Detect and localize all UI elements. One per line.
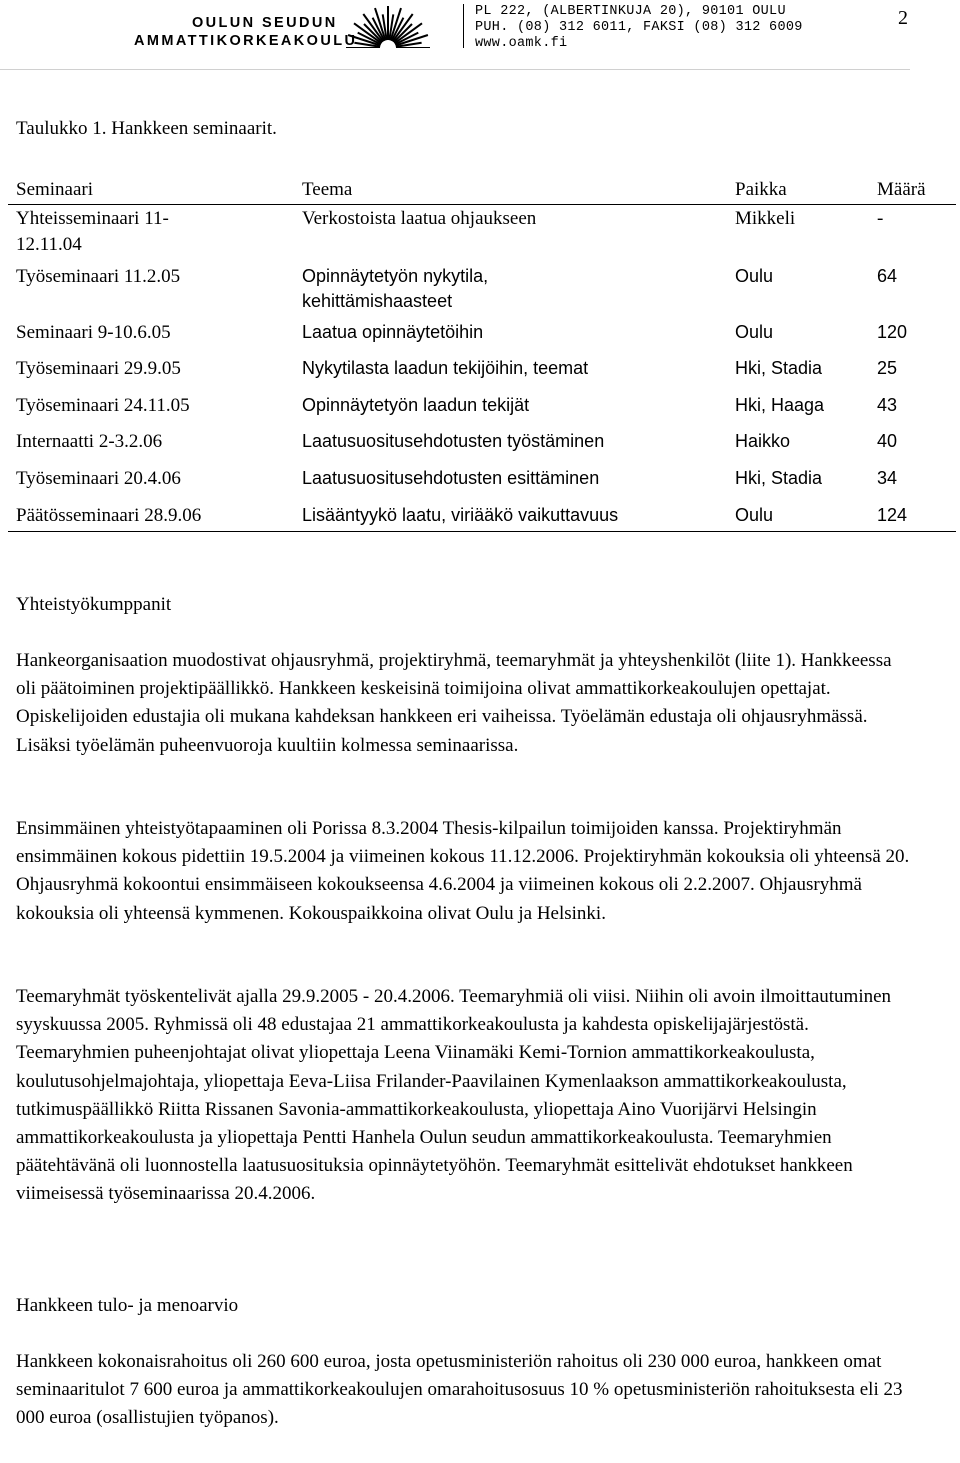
org-line-1: OULUN SEUDUN <box>192 15 338 31</box>
table-cell-seminar: Yhteisseminaari 11- <box>16 208 169 229</box>
table-cell-seminar: Internaatti 2-3.2.06 <box>16 431 163 452</box>
page-number: 2 <box>898 7 908 29</box>
org-line-2: AMMATTIKORKEAKOULU <box>134 33 358 49</box>
table-cell-theme: Verkostoista laatua ohjaukseen <box>302 208 537 229</box>
column-header-count: Määrä <box>877 179 926 200</box>
table-caption: Taulukko 1. Hankkeen seminaarit. <box>16 118 277 139</box>
sunburst-logo-icon <box>318 4 458 48</box>
table-cell-seminar: Työseminaari 29.9.05 <box>16 358 181 379</box>
table-cell-theme: Nykytilasta laadun tekijöihin, teemat <box>302 358 589 378</box>
table-cell-theme-cont: kehittämishaasteet <box>302 291 453 311</box>
table-cell-count: 25 <box>877 358 898 378</box>
table-bottom-rule <box>8 531 956 532</box>
section-heading-partners: Yhteistyökumppanit <box>16 594 172 615</box>
table-cell-place: Hki, Stadia <box>735 468 823 488</box>
header-divider <box>463 4 464 48</box>
table-header-rule <box>8 204 956 205</box>
paragraph: Ensimmäinen yhteistyötapaaminen oli Porissa 8.3.2004 Thesis-kilpailun toimijoiden kanssa. Projektiryhmän ensimmäinen kokous pidettiin 19.5.2004 ja viimeinen kokous 11.12.2006. Projektiryhmän kokouksia oli yhteensä 20. Ohjausryhmä kokoontui ensimmäiseen kokoukseensa 4.6.2004 ja viimeinen kokous oli 2.2.2007. Ohjausryhmä kokouksia oli yhteensä kymmenen. Kokouspaikkoina olivat Oulu ja Helsinki. <box>16 818 910 924</box>
table-cell-count: 124 <box>877 505 908 525</box>
table-cell-theme: Opinnäytetyön nykytila, <box>302 266 489 286</box>
address-line-1: PL 222, (ALBERTINKUJA 20), 90101 OULU <box>475 4 786 19</box>
paragraph: Hankeorganisaation muodostivat ohjausryhmä, projektiryhmä, teemaryhmät ja yhteyshenkilöt (liite 1). Hankkeessa oli päätoiminen projektipäällikkö. Hankkeen keskeisinä toimijoina olivat ammattikorkeakoulujen opettajat. Opiskelijoiden edustajia oli mukana kahdeksan hankkeen eri vaiheissa. Työelämän edustaja oli ohjausryhmässä. Lisäksi työelämän puheenvuoroja kuultiin kolmessa seminaarissa. <box>16 650 892 756</box>
table-cell-count: 64 <box>877 266 898 286</box>
table-cell-count: 43 <box>877 395 898 415</box>
table-cell-seminar: Päätösseminaari 28.9.06 <box>16 505 202 526</box>
table-cell-count: 40 <box>877 431 898 451</box>
table-cell-place: Oulu <box>735 505 774 525</box>
table-cell-theme: Opinnäytetyön laadun tekijät <box>302 395 530 415</box>
column-header-place: Paikka <box>735 179 787 200</box>
table-cell-place: Oulu <box>735 266 774 286</box>
table-cell-count: 120 <box>877 322 908 342</box>
website: www.oamk.fi <box>475 36 568 51</box>
table-cell-place: Haikko <box>735 431 791 451</box>
table-cell-seminar: Seminaari 9-10.6.05 <box>16 322 171 343</box>
table-cell-place: Oulu <box>735 322 774 342</box>
table-cell-theme: Laatusuositusehdotusten esittäminen <box>302 468 600 488</box>
column-header-seminar: Seminaari <box>16 179 94 200</box>
address-line-2: PUH. (08) 312 6011, FAKSI (08) 312 6009 <box>475 20 803 35</box>
table-cell-seminar: Työseminaari 20.4.06 <box>16 468 181 489</box>
table-cell-theme: Laatusuositusehdotusten työstäminen <box>302 431 605 451</box>
table-cell-seminar-cont: 12.11.04 <box>16 234 82 255</box>
table-cell-seminar: Työseminaari 24.11.05 <box>16 395 190 416</box>
table-cell-place: Hki, Haaga <box>735 395 825 415</box>
table-cell-count: 34 <box>877 468 898 488</box>
table-cell-place: Mikkeli <box>735 208 796 229</box>
contact-address <box>475 4 803 52</box>
letterhead <box>0 0 960 72</box>
table-cell-place: Hki, Stadia <box>735 358 823 378</box>
section-heading-budget: Hankkeen tulo- ja menoarvio <box>16 1295 239 1316</box>
table-cell-seminar: Työseminaari 11.2.05 <box>16 266 181 287</box>
paragraph: Teemaryhmät työskentelivät ajalla 29.9.2005 - 20.4.2006. Teemaryhmiä oli viisi. Niihin oli avoin ilmoittautuminen syyskuussa 2005. Ryhmissä oli 48 edustajaa 21 ammattikorkeakoulusta ja kahdesta opiskelijajärjestöstä. Teemaryhmien puheenjohtajat olivat yliopettaja Leena Viinamäki Kemi-Tornion ammattikorkeakoulusta, koulutusohjelmajohtaja, yliopettaja Eeva-Liisa Frilander-Paavilainen Kymenlaakson ammattikorkeakoulusta, tutkimuspäällikkö Riitta Rissanen Savonia-ammattikorkeakoulusta, yliopettaja Aino Vuorijärvi Helsingin ammattikorkeakoulusta ja yliopettaja Pentti Hanhela Oulun seudun ammattikorkeakoulusta. Teemaryhmien päätehtävänä oli luonnostella laatusuosituksia opinnäytetyöhön. Teemaryhmät esittelivät ehdotukset hankkeen viimeisessä työseminaarissa 20.4.2006. <box>16 986 892 1205</box>
column-header-theme: Teema <box>302 179 353 200</box>
table-cell-theme: Lisääntyykö laatu, viriääkö vaikuttavuus <box>302 505 619 525</box>
table-cell-count: - <box>877 208 884 229</box>
header-rule <box>0 69 910 70</box>
table-cell-theme: Laatua opinnäytetöihin <box>302 322 484 342</box>
paragraph: Hankkeen kokonaisrahoitus oli 260 600 euroa, josta opetusministeriön rahoitus oli 230 000 euroa, hankkeen omat seminaaritulot 7 600 euroa ja ammattikorkeakoulujen omarahoitusosuus 10 % opetusministeriön rahoituksesta eli 23 000 euroa (osallistujien työpanos). <box>16 1351 903 1429</box>
